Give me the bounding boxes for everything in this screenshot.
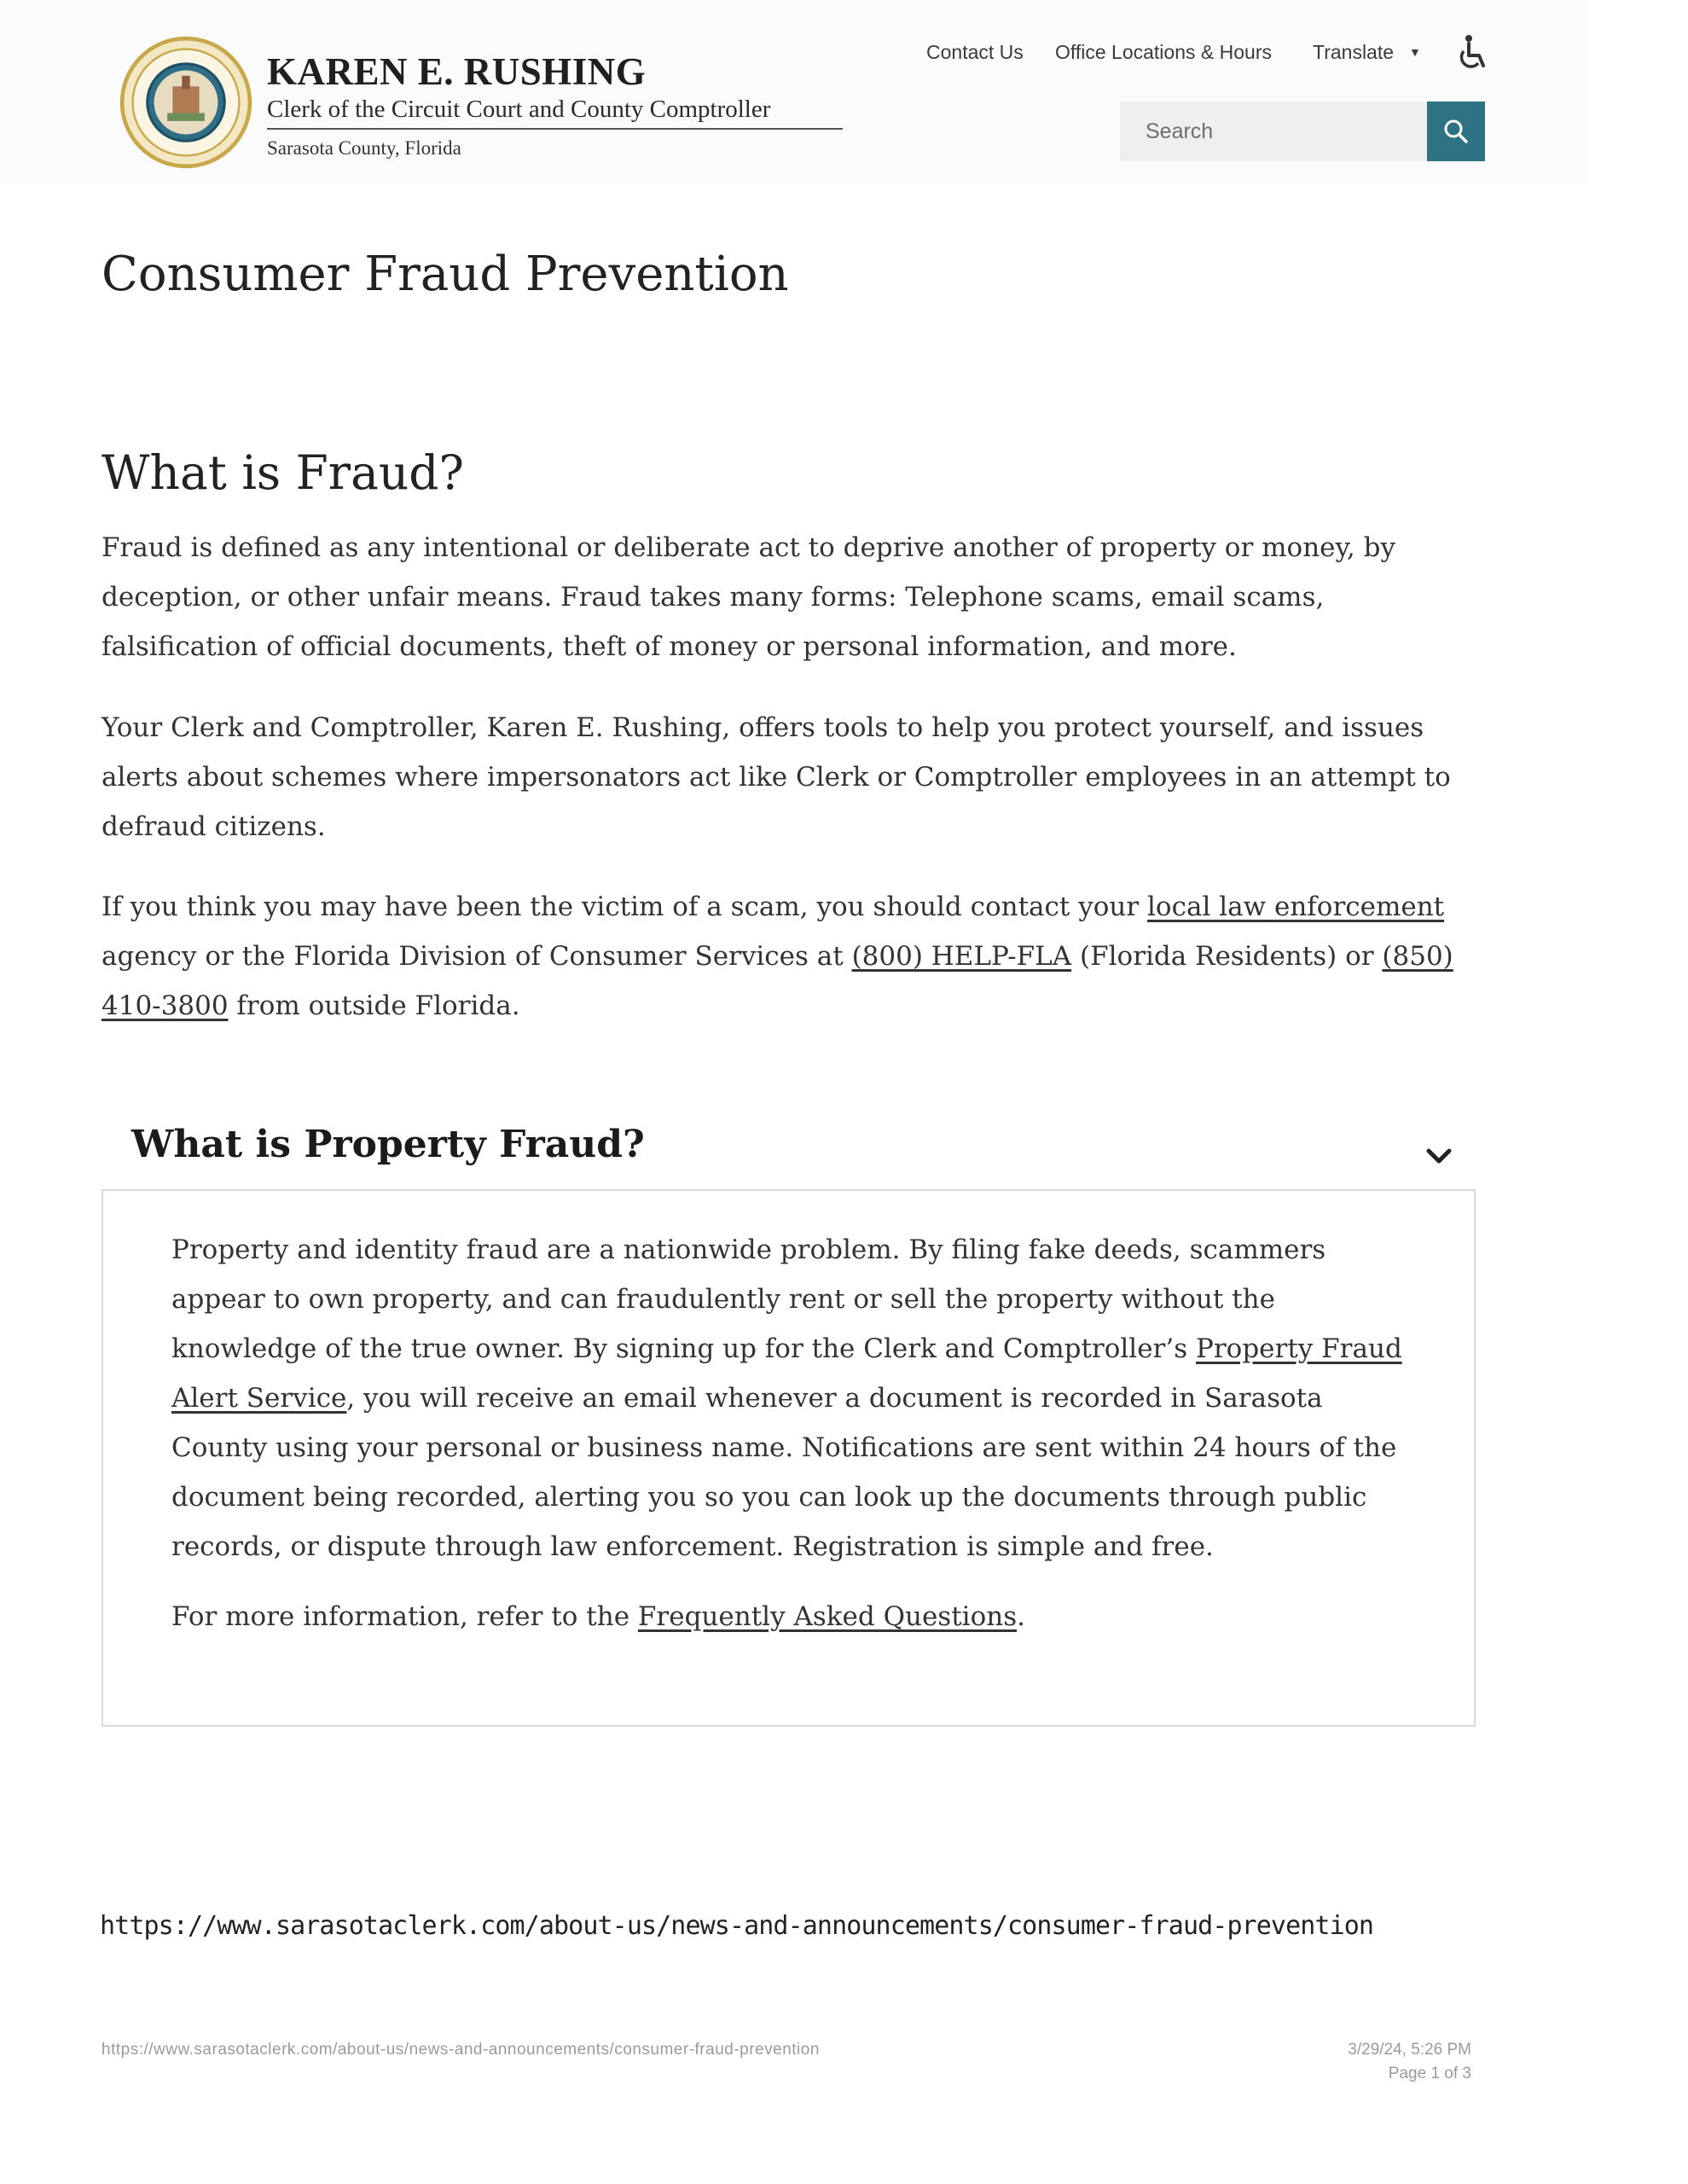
- faq-text-part-2: .: [1017, 1601, 1025, 1632]
- scam-text-part-4: from outside Florida.: [228, 990, 520, 1021]
- scam-text-part-1: If you think you may have been the victim of a scam, you should contact your: [102, 892, 1148, 922]
- nav-office-locations[interactable]: Office Locations & Hours: [1055, 41, 1272, 63]
- search-box: [1120, 102, 1427, 161]
- scam-victim-text: [102, 882, 1466, 1031]
- property-fraud-alert-link[interactable]: Property Fraud Alert Service: [171, 1333, 1402, 1414]
- clerk-name[interactable]: KAREN E. RUSHING: [267, 50, 647, 93]
- caret-down-icon: ▼: [1409, 45, 1421, 59]
- outside-florida-phone-link[interactable]: (850) 410-3800: [102, 941, 1453, 1021]
- property-fraud-accordion-toggle[interactable]: [102, 1109, 1477, 1186]
- nav-contact-us[interactable]: Contact Us: [926, 41, 1024, 63]
- print-footer-page: Page 1 of 3: [1388, 2065, 1471, 2082]
- local-law-enforcement-link[interactable]: local law enforcement: [1147, 892, 1445, 922]
- faq-text: [171, 1592, 1425, 1641]
- property-text-part-1: Property and identity fraud are a nationwide problem. By filing fake deeds, scammers appear to own property, and can fraudulently rent or sell the property without the knowledge of the true owner. By signing up for the Clerk and Comptroller’s: [171, 1234, 1326, 1364]
- section-title-fraud: What is Fraud?: [102, 445, 464, 500]
- fraud-definition-text: Fraud is defined as any intentional or deliberate act to deprive another of property or money, by deception, or other unfair means. Fraud takes many forms: Telephone scams, email scams, falsification of official documents, theft of money or personal information, and more.: [102, 532, 1395, 662]
- search-button[interactable]: [1427, 102, 1485, 161]
- property-fraud-text: [171, 1225, 1425, 1571]
- clerk-title: Clerk of the Circuit Court and County Comptroller: [267, 96, 843, 130]
- print-footer-url: https://www.sarasotaclerk.com/about-us/news-and-announcements/consumer-fraud-prevention: [102, 2041, 820, 2059]
- clerk-tools-text: Your Clerk and Comptroller, Karen E. Rushing, offers tools to help you protect yourself, and issues alerts about schemes where impersonators act like Clerk or Comptroller employees in an attempt to defraud citizens.: [102, 712, 1451, 842]
- faq-link[interactable]: Frequently Asked Questions: [637, 1601, 1018, 1632]
- translate-dropdown[interactable]: [1313, 41, 1421, 64]
- property-fraud-accordion-panel: [102, 1189, 1476, 1727]
- chevron-down-icon: [1424, 1147, 1453, 1167]
- page-url-caption: https://www.sarasotaclerk.com/about-us/news-and-announcements/consumer-fraud-prevention: [100, 1911, 1374, 1941]
- translate-label: Translate: [1313, 41, 1395, 63]
- property-text-part-2: , you will receive an email whenever a document is recorded in Sarasota County using your personal or business name. Notifications are sent within 24 hours of the document being recorded, alerting you so you can look up the documents through public records, or dispute through law enforcement. Registration is simple and free.: [171, 1383, 1397, 1562]
- county-seal-icon[interactable]: [119, 36, 252, 169]
- print-footer-date: 3/29/24, 5:26 PM: [1348, 2041, 1471, 2059]
- search-icon: [1443, 119, 1469, 144]
- faq-text-part-1: For more information, refer to the: [171, 1601, 638, 1632]
- search-input[interactable]: [1120, 102, 1418, 161]
- clerk-location: Sarasota County, Florida: [267, 137, 461, 159]
- help-fla-phone-link[interactable]: (800) HELP-FLA: [851, 941, 1072, 972]
- page-title: Consumer Fraud Prevention: [102, 247, 789, 302]
- accessibility-icon[interactable]: [1455, 34, 1489, 72]
- accordion-title: What is Property Fraud?: [131, 1123, 645, 1166]
- scam-text-part-3: (Florida Residents) or: [1071, 941, 1383, 972]
- scam-text-part-2: agency or the Florida Division of Consumer Services at: [102, 941, 852, 972]
- site-header: [0, 0, 1586, 183]
